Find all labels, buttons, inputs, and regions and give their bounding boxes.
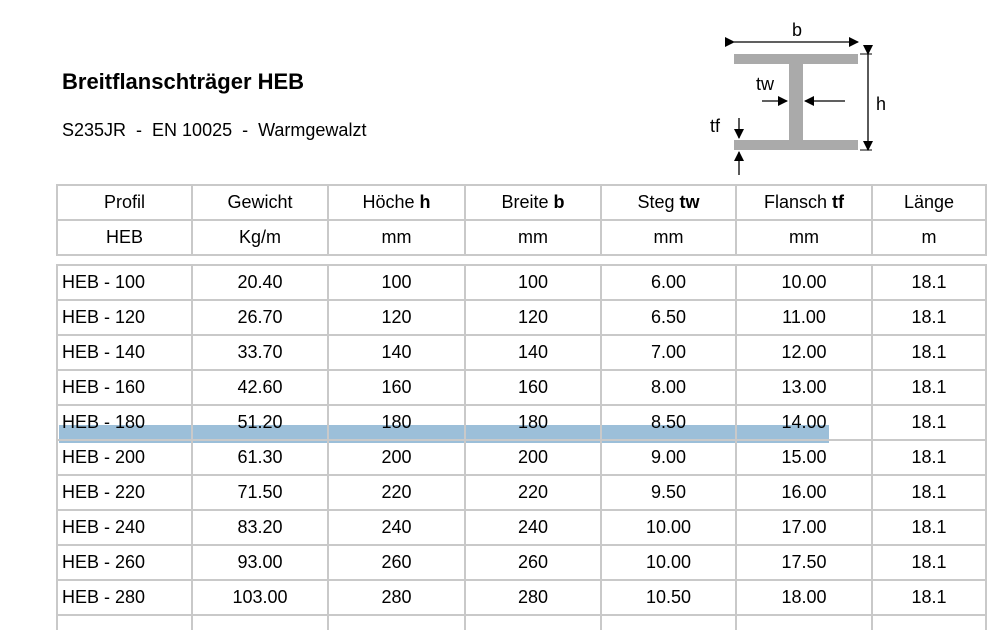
cell-flansch (736, 335, 872, 370)
cell-profil (57, 370, 192, 405)
unit-cell: Kg/m (192, 220, 328, 255)
cell-gewicht (192, 335, 328, 370)
unit-cell: m (872, 220, 986, 255)
units-row (57, 220, 986, 255)
cell-value: 140 (517, 342, 549, 362)
cell-gewicht (192, 580, 328, 615)
cell-value: 83.20 (237, 517, 283, 537)
cell-value: 12.00 (781, 342, 827, 362)
cell-flansch (736, 440, 872, 475)
cell-value: 6.50 (650, 307, 687, 327)
cell-value: HEB - 280 (62, 587, 146, 607)
cell-value: 280 (381, 587, 412, 607)
cell-value: 7.00 (650, 342, 687, 362)
cell-value: 220 (381, 482, 412, 502)
cell-flansch (736, 510, 872, 545)
cell-value: 71.50 (237, 482, 283, 502)
table-row (57, 300, 986, 335)
cell-value: HEB - 160 (62, 377, 146, 397)
header-steg (601, 185, 736, 220)
cell-value: 260 (517, 552, 549, 572)
cell-empty (57, 615, 192, 630)
cell-profil (57, 335, 192, 370)
header-flansch (736, 185, 872, 220)
cell-value: 18.1 (911, 342, 947, 362)
cell-value: 18.1 (911, 552, 947, 572)
cell-value: 9.50 (650, 482, 687, 502)
cell-profil (57, 440, 192, 475)
cell-breite (465, 475, 601, 510)
cell-hoehe (328, 475, 465, 510)
cell-flansch (736, 265, 872, 300)
cell-profil (57, 475, 192, 510)
cell-steg (601, 265, 736, 300)
cell-empty (601, 615, 736, 630)
cell-laenge (872, 370, 986, 405)
table-row (57, 475, 986, 510)
cell-value: 33.70 (237, 342, 283, 362)
header-gewicht (192, 185, 328, 220)
header-row (57, 185, 986, 220)
cell-value: HEB - 100 (62, 272, 146, 292)
cell-flansch (736, 370, 872, 405)
cell-hoehe (328, 265, 465, 300)
cell-hoehe (328, 335, 465, 370)
cell-profil (57, 300, 192, 335)
cell-gewicht (192, 405, 328, 440)
cell-steg (601, 440, 736, 475)
cell-gewicht (192, 510, 328, 545)
cell-laenge (872, 545, 986, 580)
header-breite (465, 185, 601, 220)
cell-value: 8.00 (650, 377, 687, 397)
cell-breite (465, 405, 601, 440)
header-symbol: tw (679, 192, 700, 212)
cell-value: 160 (517, 377, 549, 397)
web (789, 64, 803, 140)
cell-value: 15.00 (781, 447, 827, 467)
cell-value: 140 (381, 342, 412, 362)
cell-value: 120 (517, 307, 549, 327)
cell-laenge (872, 440, 986, 475)
cell-breite (465, 510, 601, 545)
cell-steg (601, 475, 736, 510)
cell-value: 10.50 (645, 587, 692, 607)
cell-flansch (736, 580, 872, 615)
cell-breite (465, 580, 601, 615)
header-profil (57, 185, 192, 220)
header-text: Breite (501, 192, 554, 212)
header-symbol: b (553, 192, 565, 212)
cell-value: 6.00 (650, 272, 687, 292)
cell-value: 160 (381, 377, 412, 397)
header-laenge (872, 185, 986, 220)
cell-laenge (872, 510, 986, 545)
cell-value: 10.00 (645, 517, 692, 537)
cell-steg (601, 335, 736, 370)
profile-data-table (56, 264, 987, 630)
cell-value: 10.00 (781, 272, 827, 292)
table-row (57, 510, 986, 545)
h-beam-cross-section-diagram (700, 10, 900, 180)
cell-value: 51.20 (237, 412, 283, 432)
cell-hoehe (328, 580, 465, 615)
cell-value: 17.00 (781, 517, 827, 537)
dimension-tw-label: tw (756, 74, 774, 94)
cell-steg (601, 405, 736, 440)
header-text: Gewicht (227, 192, 293, 212)
cell-value: 180 (381, 412, 412, 432)
cell-laenge (872, 580, 986, 615)
cell-value: 20.40 (237, 272, 283, 292)
cell-value: 120 (381, 307, 412, 327)
cell-value: 18.00 (781, 587, 827, 607)
unit-cell: mm (601, 220, 736, 255)
cell-value: 8.50 (650, 412, 687, 432)
cell-steg (601, 300, 736, 335)
cell-value: 13.00 (781, 377, 827, 397)
cell-steg (601, 510, 736, 545)
cell-value: 260 (381, 552, 412, 572)
cell-value: 18.1 (911, 307, 947, 327)
cell-laenge (872, 300, 986, 335)
partial-row-cutoff (57, 615, 986, 630)
cell-breite (465, 545, 601, 580)
cell-empty (736, 615, 872, 630)
header-hoehe (328, 185, 465, 220)
header-text: Profil (103, 192, 145, 212)
cell-value: 16.00 (781, 482, 827, 502)
cell-value: 240 (517, 517, 549, 537)
unit-cell: HEB (57, 220, 192, 255)
dimension-b-label: b (791, 20, 803, 40)
cell-flansch (736, 300, 872, 335)
table-row (57, 580, 986, 615)
cell-value: HEB - 240 (62, 517, 146, 537)
cell-value: 200 (517, 447, 549, 467)
cell-value: 240 (381, 517, 412, 537)
table-row (57, 265, 986, 300)
header-symbol: h (419, 192, 431, 212)
cell-hoehe (328, 545, 465, 580)
cell-profil (57, 405, 192, 440)
cell-profil (57, 580, 192, 615)
header-symbol: tf (832, 192, 845, 212)
cell-value: 18.1 (911, 447, 947, 467)
cell-gewicht (192, 265, 328, 300)
header-text: Länge (903, 192, 955, 212)
cell-value: 280 (517, 587, 549, 607)
cell-steg (601, 580, 736, 615)
cell-breite (465, 300, 601, 335)
cell-hoehe (328, 300, 465, 335)
cell-value: 14.00 (781, 412, 827, 432)
cell-laenge (872, 335, 986, 370)
cell-hoehe (328, 440, 465, 475)
cell-value: 26.70 (237, 307, 283, 327)
cell-laenge (872, 405, 986, 440)
cell-flansch (736, 405, 872, 440)
header-text: Höche (362, 192, 420, 212)
cell-value: 9.00 (650, 447, 687, 467)
cell-value: 17.50 (781, 552, 827, 572)
dimension-tf-label: tf (710, 116, 721, 136)
cell-gewicht (192, 545, 328, 580)
cell-breite (465, 335, 601, 370)
cell-value: 18.1 (911, 517, 947, 537)
cell-value: 11.00 (782, 307, 826, 327)
header-text: Flansch (763, 192, 833, 212)
cell-profil (57, 545, 192, 580)
cell-steg (601, 545, 736, 580)
cell-value: 18.1 (911, 377, 947, 397)
cell-value: 220 (517, 482, 549, 502)
cell-value: HEB - 140 (62, 342, 146, 362)
cell-value: HEB - 180 (62, 412, 146, 432)
material-standard-subtitle: S235JR - EN 10025 - Warmgewalzt (62, 120, 367, 140)
cell-empty (465, 615, 601, 630)
header-text: Steg (637, 192, 680, 212)
cell-empty (328, 615, 465, 630)
cell-hoehe (328, 405, 465, 440)
cell-value: 100 (517, 272, 549, 292)
table-row (57, 545, 986, 580)
cell-flansch (736, 475, 872, 510)
cell-empty (192, 615, 328, 630)
cell-value: 100 (381, 272, 412, 292)
table-row (57, 440, 986, 475)
cell-value: HEB - 200 (62, 447, 146, 467)
cell-value: 18.1 (911, 587, 947, 607)
cell-value: 61.30 (237, 447, 283, 467)
cell-value: 180 (517, 412, 549, 432)
cell-flansch (736, 545, 872, 580)
unit-cell: mm (328, 220, 465, 255)
cell-breite (465, 440, 601, 475)
cell-laenge (872, 265, 986, 300)
cell-value: 93.00 (237, 552, 283, 572)
cell-value: 18.1 (911, 272, 947, 292)
dimension-h-label: h (876, 94, 887, 114)
cell-laenge (872, 475, 986, 510)
cell-gewicht (192, 370, 328, 405)
cell-empty (872, 615, 986, 630)
table-row (57, 335, 986, 370)
table-row (57, 405, 986, 440)
cell-value: 18.1 (911, 412, 947, 432)
cell-value: HEB - 260 (62, 552, 146, 572)
table-row (57, 370, 986, 405)
cell-value: 10.00 (645, 552, 692, 572)
cell-breite (465, 370, 601, 405)
page-title: Breitflanschträger HEB (62, 69, 305, 94)
cell-breite (465, 265, 601, 300)
table-header (56, 184, 987, 256)
cell-hoehe (328, 510, 465, 545)
cell-value: 42.60 (237, 377, 283, 397)
cell-gewicht (192, 440, 328, 475)
cell-value: 103.00 (232, 587, 288, 607)
cell-hoehe (328, 370, 465, 405)
cell-steg (601, 370, 736, 405)
cell-value: HEB - 120 (62, 307, 146, 327)
bottom-flange (734, 140, 858, 150)
cell-profil (57, 510, 192, 545)
cell-profil (57, 265, 192, 300)
unit-cell: mm (736, 220, 872, 255)
cell-value: HEB - 220 (62, 482, 146, 502)
top-flange (734, 54, 858, 64)
unit-cell: mm (465, 220, 601, 255)
cell-value: 200 (381, 447, 412, 467)
cell-value: 18.1 (911, 482, 947, 502)
cell-gewicht (192, 475, 328, 510)
cell-gewicht (192, 300, 328, 335)
